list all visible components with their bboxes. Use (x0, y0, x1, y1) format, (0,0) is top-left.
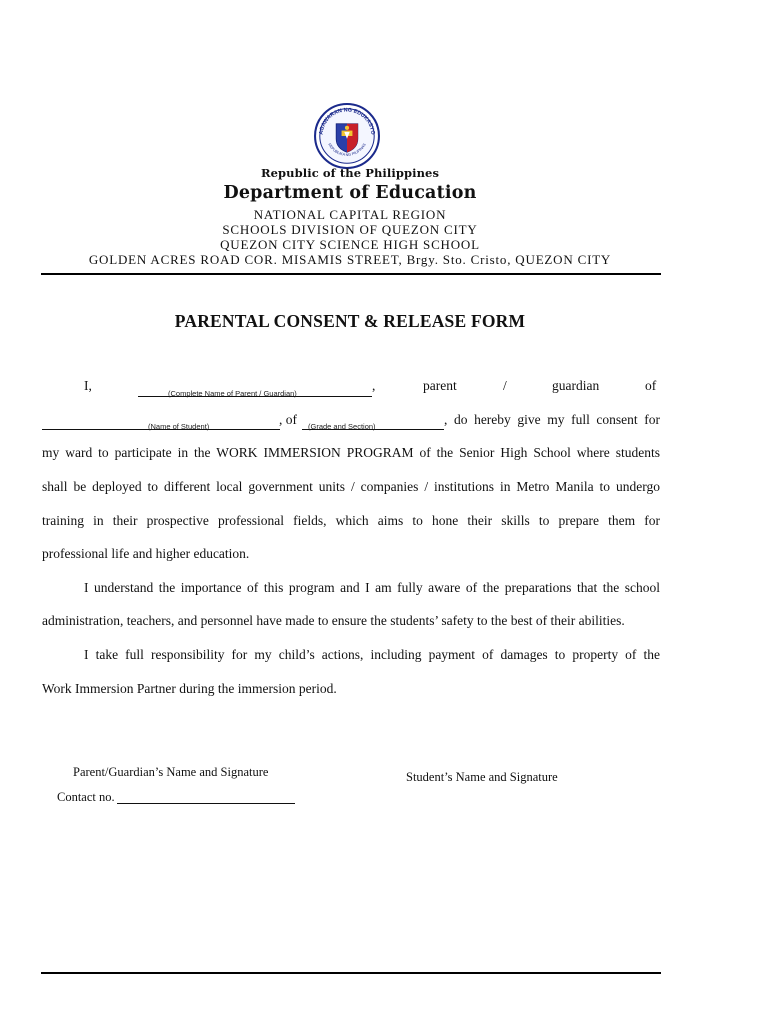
paragraph2-last-line: administration, teachers, and personnel have made to ensure the students’ safety to the best of their abilities. (42, 613, 625, 628)
student-signature-label: Student’s Name and Signature (406, 770, 558, 784)
division-line: SCHOOLS DIVISION OF QUEZON CITY (222, 222, 478, 237)
line2-of: , of (279, 412, 297, 427)
svg-text:KAGAWARAN NG EDUKASYON: AGAWARAN NG EDUKASYO (318, 107, 376, 136)
svg-text:REPUBLIKA NG PILIPINAS: REPUBLIKA NG PILIPINAS (327, 142, 367, 157)
region-line: NATIONAL CAPITAL REGION (253, 207, 447, 222)
paragraph1-line3: training in their prospective professional fields, which aims to hone their skills to prepare them for (42, 513, 660, 528)
line1-comma: , (372, 378, 376, 393)
paragraph1-last-line: professional life and higher education. (42, 546, 250, 561)
contact-label: Contact no. (57, 790, 115, 804)
line1-word-of: of (645, 378, 657, 393)
parent-signature-label: Parent/Guardian’s Name and Signature (73, 765, 269, 779)
school-line: QUEZON CITY SCIENCE HIGH SCHOOL (220, 237, 480, 252)
address-line: GOLDEN ACRES ROAD COR. MISAMIS STREET, Brgy. Sto. Cristo, QUEZON CITY (88, 252, 612, 267)
line1-prefix: I, (84, 378, 92, 393)
republic-heading: Republic of the Philippines (260, 166, 440, 180)
footer-divider (41, 972, 661, 974)
contact-number-blank[interactable] (117, 803, 295, 804)
line1-slash: / (503, 378, 507, 393)
form-title: PARENTAL CONSENT & RELEASE FORM (174, 311, 526, 331)
line2-suffix: , do hereby give my full consent for (444, 412, 660, 427)
paragraph3-line1: I take full responsibility for my child’s actions, including payment of damages to property of the (84, 647, 660, 662)
parent-name-blank-label: (Complete Name of Parent / Guardian) (168, 389, 297, 398)
grade-section-blank-label: (Grade and Section) (308, 422, 376, 431)
line1-word-guardian: guardian (552, 378, 600, 393)
header-divider (41, 273, 661, 275)
paragraph1-line1: my ward to participate in the WORK IMMERSION PROGRAM of the Senior High School where students (42, 445, 660, 460)
paragraph3-last-line: Work Immersion Partner during the immersion period. (42, 681, 337, 696)
department-heading: Department of Education (223, 183, 477, 203)
student-name-blank-label: (Name of Student) (148, 422, 210, 431)
paragraph2-line1: I understand the importance of this program and I am fully aware of the preparations that the school (84, 580, 660, 595)
deped-seal-logo (313, 102, 381, 170)
line1-word-parent: parent (423, 378, 457, 393)
paragraph1-line2: shall be deployed to different local government units / companies / institutions in Metro Manila to undergo (42, 479, 660, 494)
